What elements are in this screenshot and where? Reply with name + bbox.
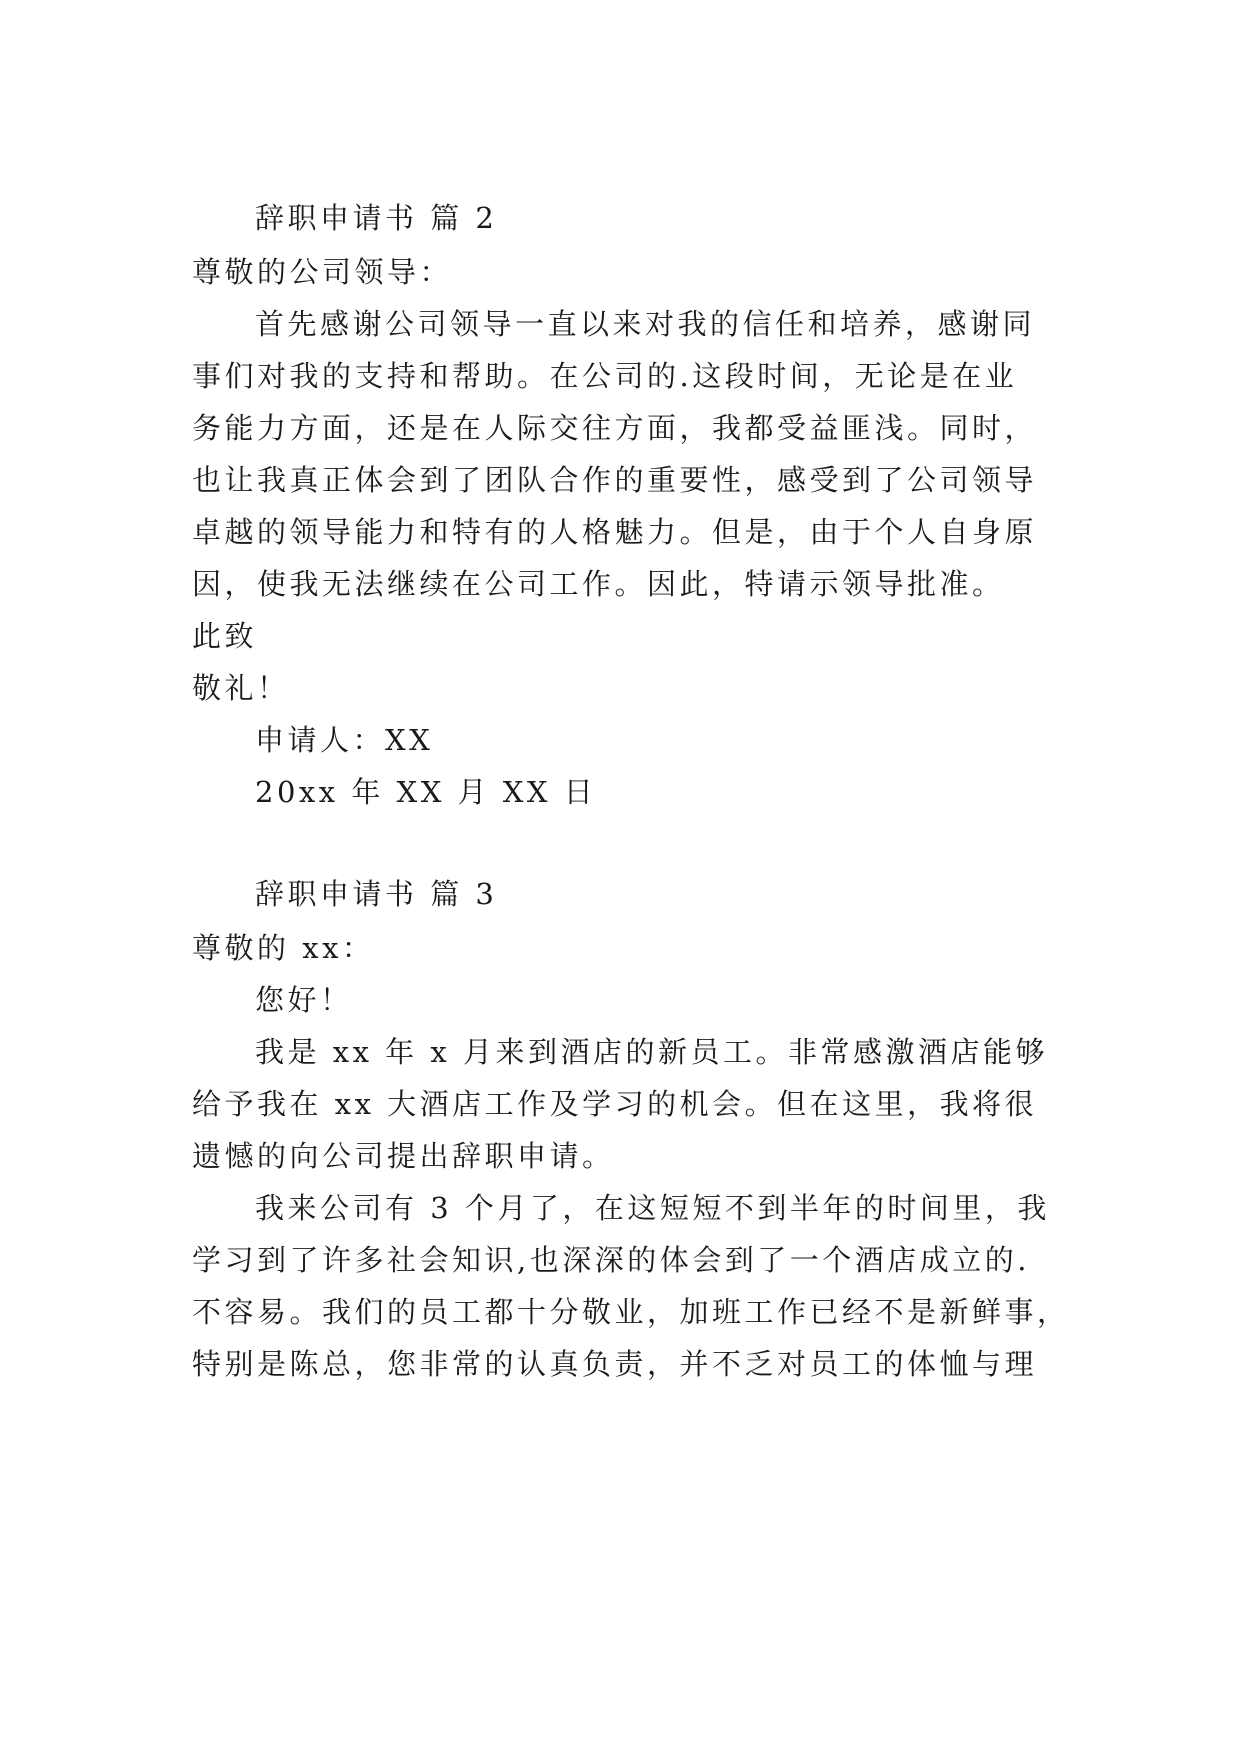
closing-line: 此致 bbox=[192, 619, 258, 653]
closing-line: 敬礼！ bbox=[192, 671, 290, 705]
body-line: 我来公司有 3 个月了，在这短短不到半年的时间里，我 bbox=[255, 1191, 1050, 1225]
body-line: 特别是陈总，您非常的认真负责，并不乏对员工的体恤与理 bbox=[192, 1347, 1038, 1381]
body-line: 务能力方面，还是在人际交往方面，我都受益匪浅。同时， bbox=[192, 411, 1038, 445]
body-line: 不容易。我们的员工都十分敬业，加班工作已经不是新鲜事， bbox=[192, 1295, 1070, 1329]
section-heading: 辞职申请书 篇 2 bbox=[255, 201, 498, 235]
date-line: 20xx 年 XX 月 XX 日 bbox=[255, 775, 597, 809]
body-line: 我是 xx 年 x 月来到酒店的新员工。非常感激酒店能够 bbox=[255, 1035, 1048, 1069]
body-line: 因，使我无法继续在公司工作。因此，特请示领导批准。 bbox=[192, 567, 1005, 601]
salutation: 尊敬的公司领导： bbox=[192, 255, 453, 289]
body-line: 学习到了许多社会知识,也深深的体会到了一个酒店成立的. bbox=[192, 1243, 1030, 1277]
section-heading: 辞职申请书 篇 3 bbox=[255, 877, 498, 911]
body-line: 遗憾的向公司提出辞职申请。 bbox=[192, 1139, 615, 1173]
body-line: 给予我在 xx 大酒店工作及学习的机会。但在这里，我将很 bbox=[192, 1087, 1038, 1121]
body-line: 首先感谢公司领导一直以来对我的信任和培养，感谢同 bbox=[255, 307, 1036, 341]
salutation: 尊敬的 xx： bbox=[192, 931, 375, 965]
applicant-signature: 申请人：XX bbox=[255, 723, 434, 757]
body-line: 也让我真正体会到了团队合作的重要性，感受到了公司领导 bbox=[192, 463, 1038, 497]
body-line: 事们对我的支持和帮助。在公司的.这段时间，无论是在业 bbox=[192, 359, 1018, 393]
greeting: 您好！ bbox=[255, 983, 353, 1017]
body-line: 卓越的领导能力和特有的人格魅力。但是，由于个人自身原 bbox=[192, 515, 1038, 549]
